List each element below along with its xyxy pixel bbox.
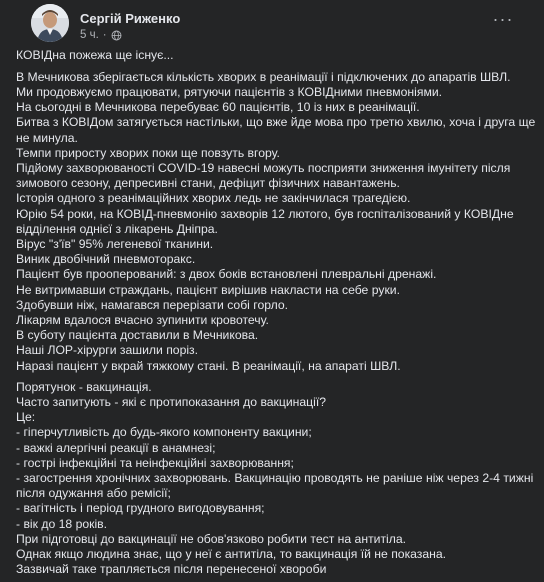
post-line: Юрію 54 роки, на КОВІД-пневмонію захворів 12 лютого, був госпіталізований у КОВІДне: [16, 206, 514, 221]
paragraph-gap: [16, 63, 536, 70]
post-line: Це:: [16, 410, 36, 425]
post-line: Порятунок - вакцинація.: [16, 379, 152, 394]
post-line: В Мечникова зберігається кількість хворих в реанімації і підключених до апаратів ШВЛ.: [16, 69, 511, 84]
avatar-photo-icon: [31, 4, 69, 42]
post-line: Темпи приросту хворих поки ще повзуть вгору.: [16, 145, 280, 160]
post-line: Наразі пацієнт у вкрай тяжкому стані. В реанімації, на апараті ШВЛ.: [16, 358, 401, 373]
post-line: Ми продовжуємо працювати, рятуючи пацієнтів з КОВІДними пневмоніями.: [16, 85, 443, 99]
post-line: Вірус "з'їв" 95% легеневої тканини.: [16, 237, 214, 252]
post-line: На сьогодні в Мечникова перебуває 60 пацієнтів, 10 із них в реанімації.: [16, 100, 420, 115]
post-line: Пацієнт був прооперований: з двох боків встановлені плевральні дренажі.: [16, 267, 437, 282]
post-line: Лікарям вдалося вчасно зупинити кровотечу.: [16, 313, 269, 328]
post-line: Битва з КОВІДом затягується настільки, що вже йде мова про третю хвилю, хоча і друга ще: [16, 115, 536, 130]
avatar[interactable]: [31, 4, 69, 42]
post-line: відділення однієї з лікарень Дніпра.: [16, 221, 218, 236]
post-line: При підготовці до вакцинації не обов'язково робити тест на антитіла.: [16, 531, 407, 546]
more-options-button[interactable]: ···: [492, 9, 514, 29]
post-line: Однак якщо людина знає, що у неї є антитіла, то вакцинація їй не показана.: [16, 547, 447, 562]
post-line: не минула.: [16, 130, 78, 145]
post-paragraph-1: [16, 70, 536, 374]
post-paragraph-2: [16, 380, 536, 578]
author-name[interactable]: Сергій Риженко: [80, 11, 181, 26]
post-header: [16, 0, 528, 46]
globe-icon: [111, 30, 122, 41]
post-line: Не витримавши страждань, пацієнт вирішив накласти на себе руки.: [16, 282, 400, 297]
post-line: В суботу пацієнта доставили в Мечникова.: [16, 328, 259, 343]
post-body: [16, 48, 536, 578]
post-line: - гіперчутливість до будь-якого компоненту вакцини;: [16, 425, 312, 440]
post-intro: КОВІДна пожежа ще існує...: [16, 48, 174, 62]
post-meta: [80, 29, 122, 41]
post-line: зимового сезону, депресивні стани, дефіцит фізичних навантажень.: [16, 176, 400, 191]
post-line: - вагітність і період грудного вигодовування;: [16, 501, 265, 516]
post-line: - загострення хронічних захворювань. Вакцинацію проводять не раніше ніж через 2-4 тижні: [16, 471, 534, 486]
post-line: Здобувши ніж, намагався перерізати собі горло.: [16, 297, 289, 312]
post-line: Виник двобічний пневмоторакс.: [16, 252, 196, 267]
post-line: - гострі інфекційні та неінфекційні захворювання;: [16, 455, 294, 470]
post-line: Історія одного з реанімаційних хворих ледь не закінчилася трагедією.: [16, 191, 411, 206]
post-time[interactable]: 5 ч.: [80, 29, 99, 41]
post-line: Зазвичай таке трапляється після перенесеної хвороби: [16, 562, 327, 577]
post-line: - важкі алергічні реакції в анамнезі;: [16, 440, 216, 455]
post-line: Часто запитують - які є протипоказання до вакцинації?: [16, 395, 327, 410]
post-line: - вік до 18 років.: [16, 516, 108, 531]
post-line: Наші ЛОР-хірурги зашили поріз.: [16, 343, 199, 358]
post-line: після одужання або ремісії;: [16, 486, 171, 501]
meta-separator: ·: [102, 29, 107, 41]
post-line: Підйому захворюваності COVID-19 навесні можуть посприяти зниження імунітету після: [16, 161, 511, 176]
